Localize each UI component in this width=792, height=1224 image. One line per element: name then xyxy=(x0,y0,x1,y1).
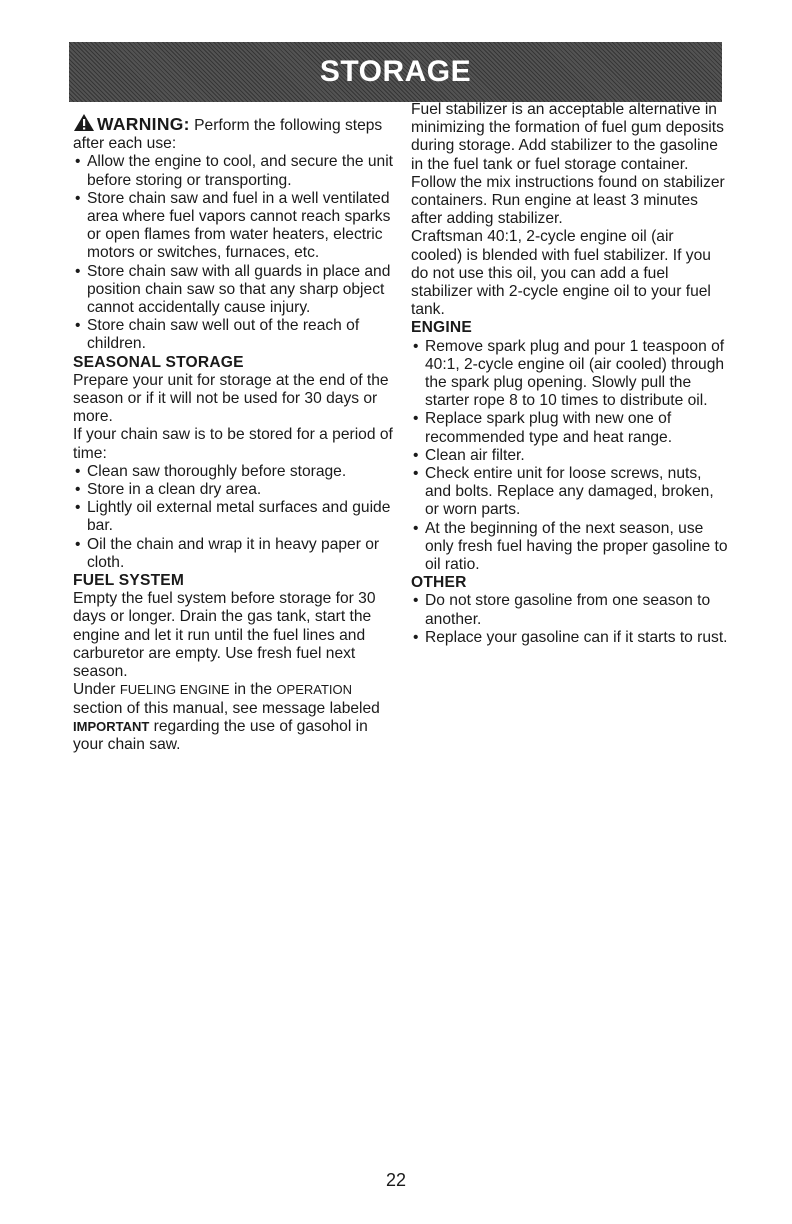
page-number: 22 xyxy=(385,1170,407,1190)
list-item: • Oil the chain and wrap it in heavy paper or cloth. xyxy=(73,536,398,572)
list-item: • At the beginning of the next season, use only fresh fuel having the proper gasoline to oil ratio. xyxy=(411,520,729,575)
list-item: • Check entire unit for loose screws, nuts, and bolts. Replace any damaged, broken, or worn parts. xyxy=(411,465,729,520)
stabilizer-paragraph-1: Fuel stabilizer is an acceptable alternative in minimizing the formation of fuel gum deposits during storage. Add stabilizer to the gasoline in the fuel tank or fuel storage container. xyxy=(411,101,724,173)
engine-list xyxy=(411,338,729,575)
engine-heading: ENGINE xyxy=(411,319,472,337)
list-item: • Replace spark plug with new one of recommended type and heat range. xyxy=(411,410,729,446)
text-run: section of this manual, see message labeled xyxy=(73,699,380,717)
warning-label: WARNING: xyxy=(97,114,190,134)
list-item: • Do not store gasoline from one season to another. xyxy=(411,592,729,628)
page-title: STORAGE xyxy=(319,55,472,88)
seasonal-paragraph-1: Prepare your unit for storage at the end of the season or if it will not be used for 30 days or more. xyxy=(73,371,389,426)
fuel-system-heading: FUEL SYSTEM xyxy=(73,572,185,590)
other-list xyxy=(411,592,729,647)
list-item: • Replace your gasoline can if it starts to rust. xyxy=(411,629,729,647)
stabilizer-paragraph-2: Follow the mix instructions found on stabilizer containers. Run engine at least 3 minutes after adding stabilizer. xyxy=(411,173,725,228)
left-column xyxy=(73,101,398,754)
warning-text: Perform the following steps after each use: xyxy=(73,117,383,153)
list-item: • Remove spark plug and pour 1 teaspoon of 40:1, 2-cycle engine oil (air cooled) through the spark plug opening. Slowly pull the starter rope 8 to 10 times to distribute oil. xyxy=(411,338,729,411)
warning-paragraph xyxy=(73,113,398,153)
fuel-paragraph-1: Empty the fuel system before storage for 30 days or longer. Drain the gas tank, start the engine and let it run until the fuel lines and carburetor are empty. Use fresh fuel next season. xyxy=(73,590,376,681)
warning-list xyxy=(73,153,398,353)
list-item: • Clean air filter. xyxy=(411,447,729,465)
list-item: • Store in a clean dry area. xyxy=(73,481,398,499)
seasonal-list xyxy=(73,463,398,572)
fuel-paragraph-2 xyxy=(73,681,398,754)
list-item: • Store chain saw well out of the reach of children. xyxy=(73,317,398,353)
text-run: Under xyxy=(73,681,120,699)
list-item: • Store chain saw and fuel in a well ventilated area where fuel vapors cannot reach sparks or open flames from water heaters, electric motors or switches, furnaces, etc. xyxy=(73,190,398,263)
operation-reference: OPERATION xyxy=(276,682,353,698)
text-run: regarding the use of gasohol in your chain saw. xyxy=(73,717,368,753)
important-reference: IMPORTANT xyxy=(73,718,150,734)
seasonal-storage-heading: SEASONAL STORAGE xyxy=(73,353,244,371)
stabilizer-paragraph-3: Craftsman 40:1, 2-cycle engine oil (air cooled) is blended with fuel stabilizer. If you do not use this oil, you can add a fuel stabilizer with 2-cycle engine oil to your fuel tank. xyxy=(411,228,711,319)
warning-triangle-icon xyxy=(73,113,95,132)
other-heading: OTHER xyxy=(411,574,467,592)
fueling-engine-reference: FUELING ENGINE xyxy=(119,682,230,698)
list-item: • Store chain saw with all guards in place and position chain saw so that any sharp object cannot accidentally cause injury. xyxy=(73,263,398,318)
text-run: in the xyxy=(229,681,277,699)
right-column xyxy=(411,101,729,647)
list-item: • Clean saw thoroughly before storage. xyxy=(73,463,398,481)
list-item: • Allow the engine to cool, and secure the unit before storing or transporting. xyxy=(73,153,398,189)
section-banner xyxy=(69,42,722,102)
seasonal-paragraph-2: If your chain saw is to be stored for a period of time: xyxy=(73,426,393,462)
list-item: • Lightly oil external metal surfaces and guide bar. xyxy=(73,499,398,535)
